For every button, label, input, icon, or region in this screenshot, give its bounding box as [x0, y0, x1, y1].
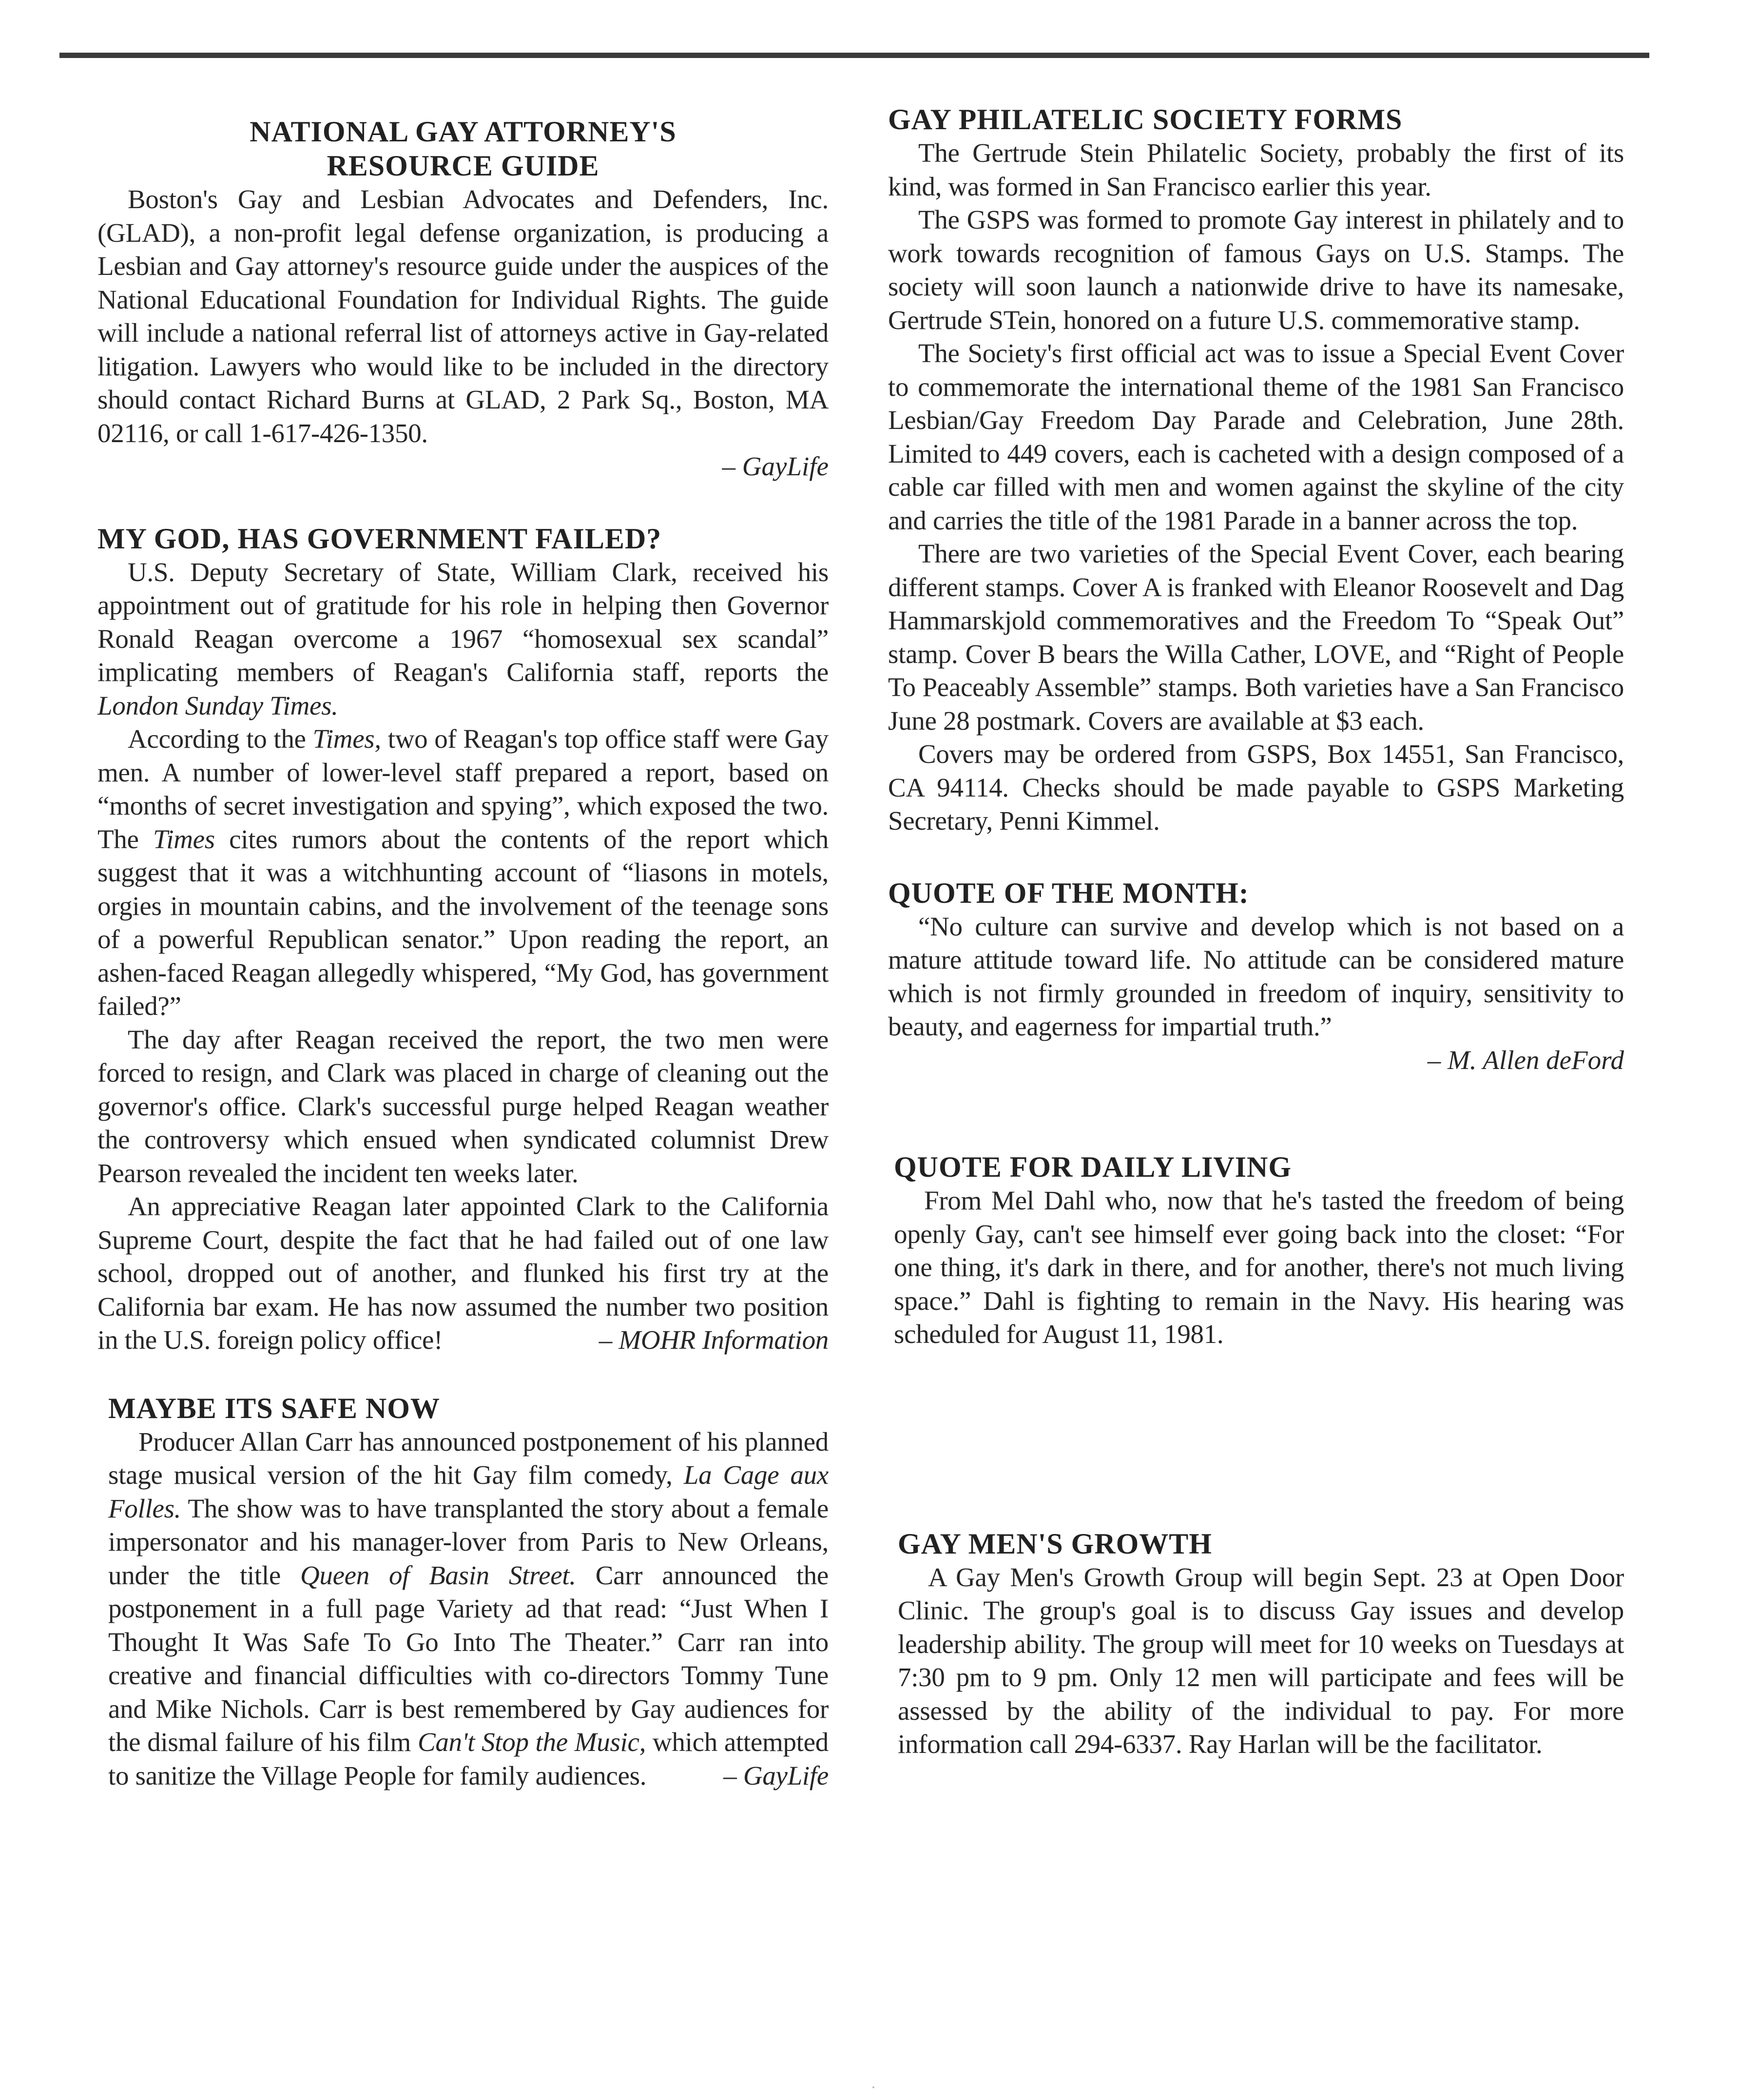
article-paragraph: Covers may be ordered from GSPS, Box 14551, San Francisco, CA 94114. Checks should be made payable to GSPS Marketing Secretary, Penni Kimmel.	[888, 739, 1624, 836]
article-headline: MAYBE ITS SAFE NOW	[108, 1392, 440, 1424]
publication-title: Times	[153, 824, 215, 854]
article-paragraph	[108, 1425, 829, 1793]
headline-line-1: NATIONAL GAY ATTORNEY'S	[250, 116, 676, 148]
publication-title: Times,	[312, 724, 381, 754]
text-run: According to the	[128, 724, 313, 754]
article-paragraph: The day after Reagan received the report, the two men were forced to resign, and Clark was placed in charge of cleaning out the governor's office. Clark's successful purge helped Reagan weather the controversy which ensued when syndicated columnist Drew Pearson revealed the incident ten weeks later.	[97, 1024, 829, 1188]
article-paragraph: The GSPS was formed to promote Gay interest in philately and to work towards recognition of famous Gays on U.S. Stamps. The society will soon launch a nationwide drive to have its namesake, Gertrude STein, honored on a future U.S. commemorative stamp.	[888, 205, 1624, 335]
article-gay-mens-growth	[898, 1527, 1624, 1761]
headline-line-2: RESOURCE GUIDE	[327, 150, 599, 182]
show-title: Queen of Basin Street.	[300, 1560, 576, 1590]
quote-attribution: – M. Allen deFord	[1427, 1045, 1624, 1075]
article-headline: QUOTE OF THE MONTH:	[888, 876, 1249, 909]
article-paragraph: The Society's first official act was to issue a Special Event Cover to commemorate the international theme of the 1981 San Francisco Lesbian/Gay Freedom Day Parade and Celebration, June 28th. Limited to 449 covers, each is cacheted with a design composed of a cable car filled with men and women against the skyline of the city and carries the title of the 1981 Parade in a banner across the top.	[888, 338, 1624, 535]
article-paragraph	[97, 1190, 829, 1357]
text-run: An appreciative Reagan later appointed Clark to the California Supreme Court, despite the fact that he had failed out of one law school, dropped out of another, and flunked his first try at the California bar exam. He has now assumed the number two position in the U.S. foreign policy office!	[97, 1191, 829, 1355]
article-paragraph	[97, 722, 829, 1023]
text-run: cites rumors about the contents of the report which suggest that it was a witchhunting account of “liasons in motels, orgies in mountain cabins, and the involvement of the teenage sons of a powerful Republican senator.” Upon reading the report, an ashen-faced Reagan allegedly whispered, “My God, has government failed?”	[97, 824, 829, 1021]
article-paragraph: The Gertrude Stein Philatelic Society, probably the first of its kind, was formed in San Francisco earlier this year.	[888, 138, 1624, 201]
right-column	[888, 102, 1624, 1761]
top-rule-divider	[59, 53, 1649, 58]
article-paragraph: A Gay Men's Growth Group will begin Sept. 23 at Open Door Clinic. The group's goal is to discuss Gay issues and develop leadership ability. The group will meet for 10 weeks on Tuesdays at 7:30 pm to 9 pm. Only 12 men will participate and fees will be assessed by the ability of the individual to pay. For more information call 294-6337. Ray Harlan will be the facilitator.	[898, 1562, 1624, 1759]
article-paragraph: There are two varieties of the Special Event Cover, each bearing different stamps. Cover A is franked with Eleanor Roosevelt and Dag Hammarskjold commemoratives and the Freedom To “Speak Out” stamp. Cover B bears the Willa Cather, LOVE, and “Right of People To Peaceably Assemble” stamps. Both varieties have a San Francisco June 28 postmark. Covers are available at $3 each.	[888, 539, 1624, 736]
article-quote-for-daily-living	[894, 1150, 1624, 1351]
article-headline	[97, 115, 829, 183]
text-run: The show was to have transplanted the story about a female impersonator and his manager-lover from Paris to New Orleans, under the title	[108, 1493, 829, 1590]
article-attorney-resource-guide	[97, 115, 829, 484]
text-run: two of Reagan's top office staff were Gay men. A number of lower-level staff prepared a report, based on “months of secret investigation and spying”, which exposed the two. The	[97, 724, 829, 854]
text-run: which attempted to sanitize the Village People for family audiences.	[108, 1727, 829, 1790]
quote-text: “No culture can survive and develop which is not based on a mature attitude toward life. No attitude can be considered mature which is not firmly grounded in freedom of inquiry, sensitivity to beauty, and eagerness for impartial truth.”	[888, 911, 1624, 1041]
article-paragraph: Boston's Gay and Lesbian Advocates and Defenders, Inc. (GLAD), a non-profit legal defense organization, is producing a Lesbian and Gay attorney's resource guide under the auspices of the National Educational Foundation for Individual Rights. The guide will include a national referral list of attorneys active in Gay-related litigation. Lawyers who would like to be included in the directory should contact Richard Burns at GLAD, 2 Park Sq., Boston, MA 02116, or call 1-617-426-1350.	[97, 184, 829, 448]
text-run: Producer Allan Carr has announced postponement of his planned stage musical version of the hit Gay film comedy,	[108, 1426, 829, 1490]
article-government-failed	[97, 522, 829, 1357]
publication-title: London Sunday Times.	[97, 690, 338, 720]
left-column	[97, 115, 829, 1792]
article-headline: MY GOD, HAS GOVERNMENT FAILED?	[97, 522, 662, 555]
film-title: La Cage aux Folles.	[108, 1460, 829, 1523]
article-headline: GAY PHILATELIC SOCIETY FORMS	[888, 103, 1403, 136]
article-paragraph: From Mel Dahl who, now that he's tasted the freedom of being openly Gay, can't see himself ever going back into the closet: “For one thing, it's dark in there, and for another, there's not much living space.” Dahl is fighting to remain in the Navy. His hearing was scheduled for August 11, 1981.	[894, 1186, 1624, 1349]
article-credit: – GayLife	[723, 1760, 829, 1790]
article-headline: GAY MEN'S GROWTH	[898, 1527, 1212, 1560]
article-paragraph	[97, 556, 829, 723]
article-credit: – GayLife	[722, 451, 829, 481]
print-speck	[872, 2086, 874, 2088]
article-credit: – MOHR Information	[599, 1325, 829, 1355]
film-title: Can't Stop the Music,	[417, 1727, 646, 1757]
text-run: U.S. Deputy Secretary of State, William Clark, received his appointment out of gratitude for his role in helping then Governor Ronald Reagan overcome a 1967 “homosexual sex scandal” implicating members of Reagan's California staff, reports the	[97, 557, 829, 687]
article-philatelic-society	[888, 102, 1624, 838]
article-quote-of-the-month	[888, 876, 1624, 1077]
article-headline: QUOTE FOR DAILY LIVING	[894, 1151, 1292, 1183]
text-run: Carr announced the postponement in a full page Variety ad that read: “Just When I Thought It Was Safe To Go Into The Theater.” Carr ran into creative and financial difficulties with co-directors Tommy Tune and Mike Nichols. Carr is best remembered by Gay audiences for the dismal failure of his film	[108, 1560, 829, 1757]
article-maybe-its-safe-now	[108, 1391, 829, 1793]
